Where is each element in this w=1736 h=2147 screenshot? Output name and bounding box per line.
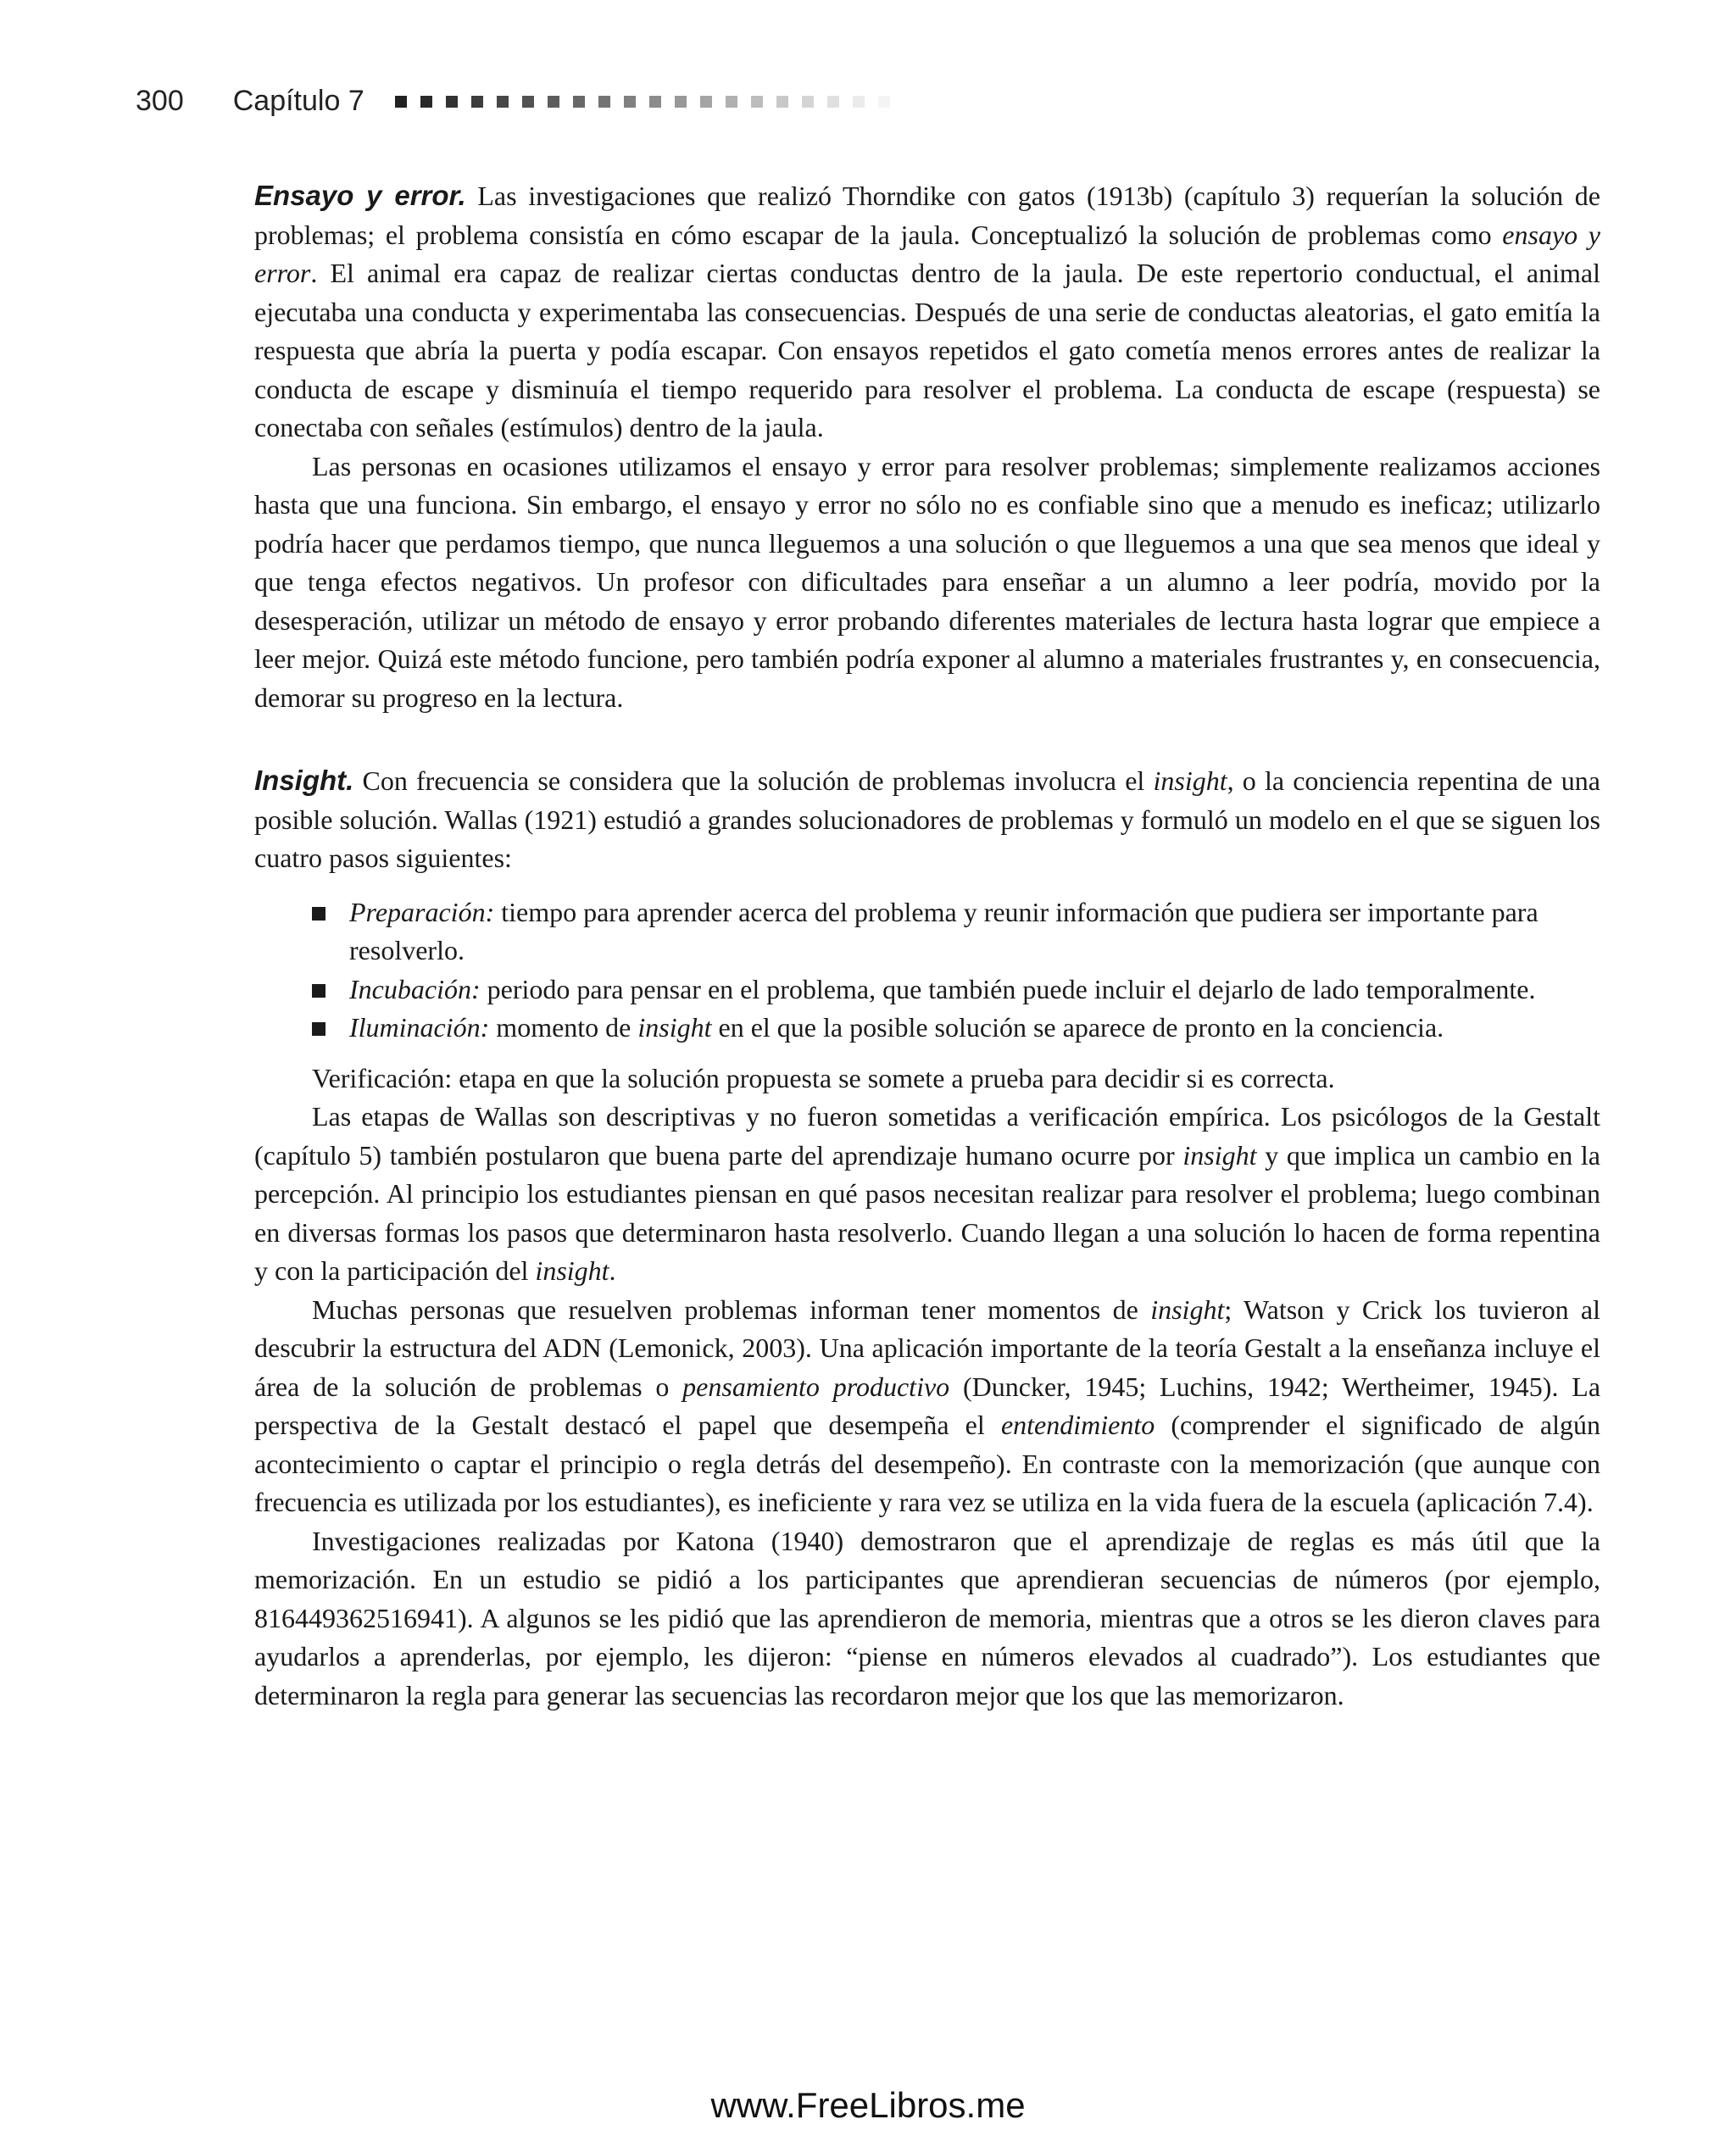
decorative-square	[471, 96, 483, 108]
emphasis: insight	[1153, 765, 1227, 796]
step-term: Preparación:	[349, 896, 495, 927]
paragraph-verification: Verificación: etapa en que la solución propuesta se somete a prueba para decidir si es correcta.	[312, 1062, 1335, 1093]
emphasis: ensayo y error	[254, 219, 1601, 288]
step-text: momento de	[489, 1012, 638, 1043]
decorative-square	[700, 96, 712, 108]
square-bullet-icon	[312, 907, 326, 921]
text-run: Las investigaciones que realizó Thorndike con gatos (1913b) (capítulo 3) requerían la solución de problemas; el problema consistía en cómo escapar de la jaula. Conceptualizó la solución de problemas como	[254, 181, 1601, 250]
decorative-square	[751, 96, 763, 108]
text-run: Las etapas de Wallas son descriptivas y no fueron sometidas a verificación empírica. Los psicólogos de la Gestalt (capítulo 5) también postularon que buena parte del aprendizaje humano ocurre por	[254, 1101, 1600, 1171]
paragraph-trial-error-2: Las personas en ocasiones utilizamos el ensayo y error para resolver problemas; simplemente realizamos acciones hasta que una funciona. Sin embargo, el ensayo y error no sólo no es confiable sino que a menudo es ineficaz; utilizarlo podría hacer que perdamos tiempo, que nunca lleguemos a una solución o que lleguemos a una que sea menos que ideal y que tenga efectos negativos. Un profesor con dificultades para enseñar a un alumno a leer podría, movido por la desesperación, utilizar un método de ensayo y error probando diferentes materiales de lectura hasta lograr que empiece a leer mejor. Quizá este método funcione, pero también podría exponer al alumno a materiales frustrantes y, en consecuencia, demorar su progreso en la lectura.	[254, 450, 1600, 713]
text-run: Muchas personas que resuelven problemas informan tener momentos de	[312, 1293, 1151, 1325]
decorative-square	[853, 96, 865, 108]
section-heading-insight: Insight.	[254, 765, 354, 796]
decorative-square	[573, 96, 585, 108]
decorative-square	[624, 96, 636, 108]
decorative-square	[446, 96, 458, 108]
list-item	[254, 1009, 1547, 1048]
decorative-square	[802, 96, 814, 108]
text-run: .	[609, 1255, 616, 1286]
decorative-square	[395, 96, 407, 108]
decorative-square	[726, 96, 737, 108]
paragraph-trial-error-1	[254, 176, 1600, 448]
emphasis: insight	[535, 1255, 609, 1286]
page-number: 300	[136, 85, 184, 117]
text-run: y que implica un cambio en la percepción. Al principio los estudiantes piensan en qué pasos necesitan realizar para resolver el problema; luego combinan en diversas formas los pasos que determinaron hasta resolverlo. Cuando llegan a una solución lo hacen de forma repentina y con la participación del	[254, 1139, 1601, 1286]
text-run: (Duncker, 1945; Luchins, 1942; Wertheimer, 1945). La perspectiva de la Gestalt destacó el papel que desempeña el	[254, 1371, 1601, 1440]
decorative-square	[675, 96, 687, 108]
square-bullet-icon	[312, 984, 326, 998]
decorative-square	[878, 96, 890, 108]
wallas-steps-list	[254, 893, 1547, 1048]
decorative-square	[649, 96, 661, 108]
decorative-square	[548, 96, 559, 108]
decorative-square-bar	[395, 96, 890, 108]
list-item	[254, 893, 1547, 971]
list-item	[254, 971, 1547, 1010]
footer-url: www.FreeLibros.me	[710, 2085, 1026, 2125]
paragraph-insight-3	[254, 1098, 1600, 1291]
step-text: tiempo para aprender acerca del problema y reunir información que pudiera ser importante para resolverlo.	[349, 896, 1538, 965]
paragraph-insight-4	[254, 1291, 1600, 1522]
paragraph-insight-5: Investigaciones realizadas por Katona (1940) demostraron que el aprendizaje de reglas es más útil que la memorización. En un estudio se pidió a los participantes que aprendieran secuencias de números (por ejemplo, 816449362516941). A algunos se les pidió que las aprendieron de memoria, mientras que a otros se les dieron claves para ayudarlos a aprenderlas, por ejemplo, les dijeron: “piense en números elevados al cuadrado”). Los estudiantes que determinaron la regla para generar las secuencias las recordaron mejor que los que las memorizaron.	[254, 1525, 1600, 1710]
step-term: Incubación:	[349, 973, 481, 1004]
emphasis: insight	[1182, 1139, 1257, 1171]
text-run: (comprender el significado de algún acontecimiento o captar el principio o regla detrás del desempeño). En contraste con la memorización (que aunque con frecuencia es utilizada por los estudiantes), es ineficiente y rara vez se utiliza en la vida fuera de la escuela (aplicación 7.4).	[254, 1410, 1601, 1517]
step-text: en el que la posible solución se aparece de pronto en la conciencia.	[711, 1012, 1444, 1043]
decorative-square	[497, 96, 509, 108]
text-run: . El animal era capaz de realizar ciertas conductas dentro de la jaula. De este repertorio conductual, el animal ejecutaba una conducta y experimentaba las consecuencias. Después de una serie de conductas aleatorias, el gato emitía la respuesta que abría la puerta y podía escapar. Con ensayos repetidos el gato cometía menos errores antes de realizar la conducta de escape y disminuía el tiempo requerido para resolver el problema. La conducta de escape (respuesta) se conectaba con señales (estímulos) dentro de la jaula.	[254, 258, 1600, 442]
running-header	[136, 85, 890, 118]
decorative-square	[598, 96, 610, 108]
text-run: ; Watson y Crick los tuvieron al descubrir la estructura del ADN (Lemonick, 2003). Una aplicación importante de la teoría Gestalt a la enseñanza incluye el área de la solución de problemas o	[254, 1293, 1601, 1402]
emphasis: insight	[637, 1012, 712, 1043]
page-body	[254, 176, 1600, 1715]
chapter-label: Capítulo 7	[232, 85, 364, 117]
decorative-square	[776, 96, 788, 108]
square-bullet-icon	[312, 1022, 326, 1036]
paragraph-insight-intro	[254, 761, 1600, 878]
step-text: periodo para pensar en el problema, que también puede incluir el dejarlo de lado temporalmente.	[480, 973, 1536, 1004]
text-run: , o la conciencia repentina de una posible solución. Wallas (1921) estudió a grandes solucionadores de problemas y formuló un modelo en el que se siguen los cuatro pasos siguientes:	[254, 765, 1601, 873]
text-run: Con frecuencia se considera que la solución de problemas involucra el	[353, 765, 1154, 796]
emphasis: pensamiento productivo	[682, 1371, 950, 1402]
decorative-square	[522, 96, 534, 108]
decorative-square	[827, 96, 839, 108]
emphasis: entendimiento	[1000, 1410, 1155, 1440]
decorative-square	[420, 96, 432, 108]
step-term: Iluminación:	[349, 1012, 490, 1043]
section-heading-trial-error: Ensayo y error.	[254, 180, 466, 211]
emphasis: insight	[1150, 1293, 1225, 1325]
